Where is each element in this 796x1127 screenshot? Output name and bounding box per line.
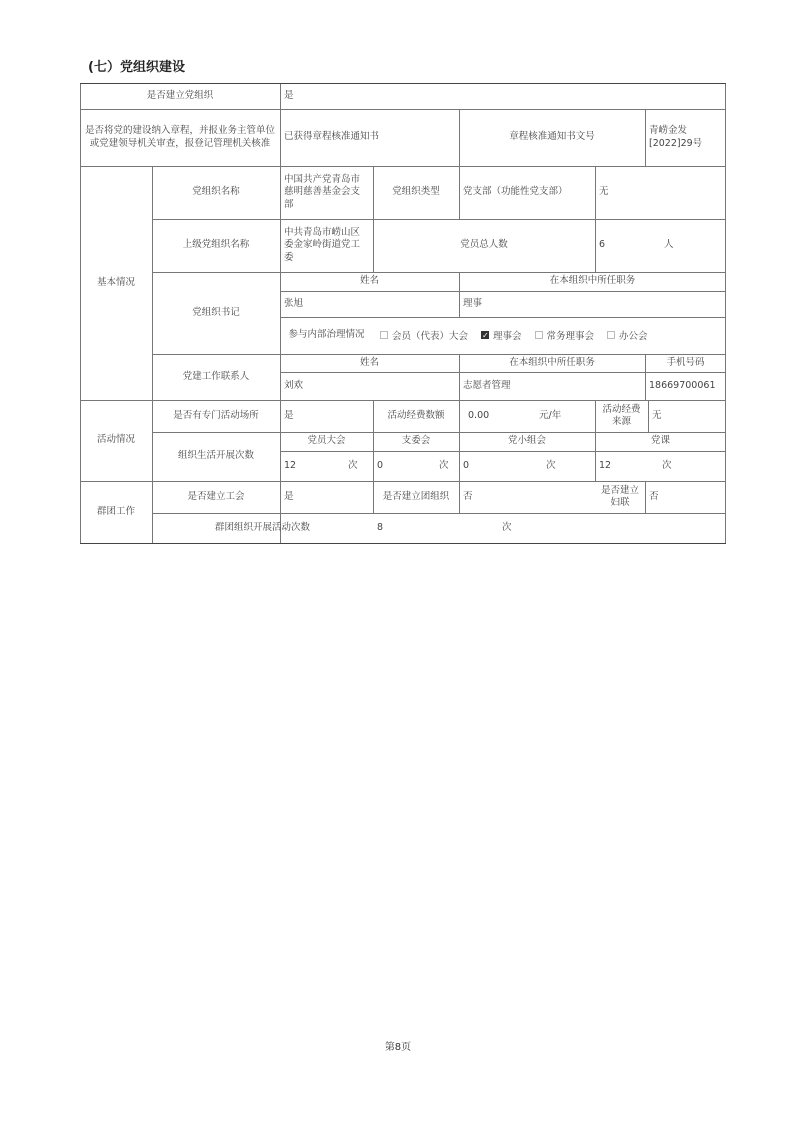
women-federation-value: 否 (649, 490, 659, 502)
secretary-label: 党组织书记 (192, 306, 240, 318)
checkbox-checked-icon[interactable]: ✓ (482, 331, 489, 340)
secretary-name: 张旭 (284, 297, 304, 309)
count-committee: 0 (377, 459, 384, 471)
charter-inclusion-label: 是否将党的建设纳入章程，并报业务主管单位或党建领导机关审查，报登记管理机关核准 (84, 125, 275, 149)
org-name-label: 党组织名称 (192, 186, 240, 198)
contact-name-header: 姓名 (359, 356, 379, 368)
mass-activity-value: 8 (377, 521, 384, 533)
contact-phone: 18669700061 (649, 379, 716, 391)
has-party-org-value: 是 (284, 90, 294, 102)
header-committee: 支委会 (401, 435, 431, 447)
women-federation-label: 是否建立妇联 (600, 484, 639, 508)
org-name-value: 中国共产党青岛市慈明慈善基金会支部 (284, 173, 361, 210)
header-party-class: 党课 (650, 435, 670, 447)
header-group-meeting: 党小组会 (507, 435, 546, 447)
venue-label: 是否有专门活动场所 (173, 409, 259, 421)
contact-phone-header: 手机号码 (666, 356, 705, 368)
youth-league-value: 否 (463, 490, 473, 502)
org-type-label: 党组织类型 (392, 186, 440, 198)
mass-activity-unit: 次 (502, 522, 512, 533)
governance-option[interactable]: 常务理事会 (535, 328, 595, 342)
charter-doc-value: 青崂金发[2022]29号 (649, 125, 703, 149)
fund-label: 活动经费数额 (387, 409, 445, 421)
union-value: 是 (284, 490, 294, 502)
parent-org-label: 上级党组织名称 (182, 239, 250, 251)
header-member-meeting: 党员大会 (307, 435, 346, 447)
governance-label: 参与内部治理情况 (288, 329, 365, 341)
count-unit: 次 (546, 460, 556, 471)
org-life-times-label: 组织生活开展次数 (177, 450, 254, 462)
secretary-position-header: 在本组织中所任职务 (549, 275, 636, 287)
secretary-name-header: 姓名 (359, 275, 379, 287)
member-count-unit: 人 (664, 239, 674, 251)
secretary-position: 理事 (463, 297, 483, 309)
activity-group-label: 活动情况 (96, 434, 135, 446)
has-party-org-label: 是否建立党组织 (146, 90, 214, 102)
section-title: (七）党组织建设 (88, 60, 185, 75)
org-type-extra: 无 (599, 186, 609, 198)
contact-position-header: 在本组织中所任职务 (509, 356, 595, 368)
governance-options (380, 328, 656, 342)
count-party-class: 12 (599, 459, 612, 471)
union-label: 是否建立工会 (187, 490, 245, 502)
parent-org-value: 中共青岛市崂山区委金家岭街道党工委 (284, 226, 361, 263)
count-unit: 次 (348, 460, 358, 471)
contact-label: 党建工作联系人 (182, 370, 250, 382)
youth-league-label: 是否建立团组织 (382, 490, 450, 502)
charter-inclusion-value: 已获得章程核准通知书 (284, 131, 380, 143)
fund-source-value: 无 (652, 409, 662, 421)
fund-source-label: 活动经费来源 (602, 403, 641, 427)
count-member-meeting: 12 (284, 459, 297, 471)
fund-unit: 元/年 (539, 409, 562, 421)
checkbox-icon[interactable] (607, 331, 615, 339)
member-count-label: 党员总人数 (460, 239, 508, 251)
count-unit: 次 (439, 460, 449, 471)
governance-option[interactable]: 办公会 (607, 328, 648, 342)
mass-activity-label: 群团组织开展活动次数 (214, 521, 310, 533)
venue-value: 是 (284, 409, 294, 421)
basic-info-group-label: 基本情况 (96, 276, 135, 288)
org-type-value: 党支部（功能性党支部） (463, 186, 568, 198)
count-group-meeting: 0 (463, 459, 470, 471)
count-unit: 次 (662, 460, 672, 471)
fund-value: 0.00 (468, 409, 490, 421)
charter-doc-label: 章程核准通知书文号 (509, 131, 595, 143)
checkbox-icon[interactable] (535, 331, 543, 339)
page-number: 第8页 (384, 1042, 412, 1053)
member-count-value: 6 (599, 239, 606, 251)
mass-work-group-label: 群团工作 (96, 505, 135, 517)
governance-option[interactable]: ✓ 理事会 (482, 331, 522, 342)
checkbox-icon[interactable] (380, 331, 388, 339)
contact-position: 志愿者管理 (463, 379, 511, 391)
contact-name: 刘欢 (284, 379, 304, 391)
party-building-table (80, 83, 726, 544)
governance-option[interactable]: 会员（代表）大会 (380, 328, 468, 342)
